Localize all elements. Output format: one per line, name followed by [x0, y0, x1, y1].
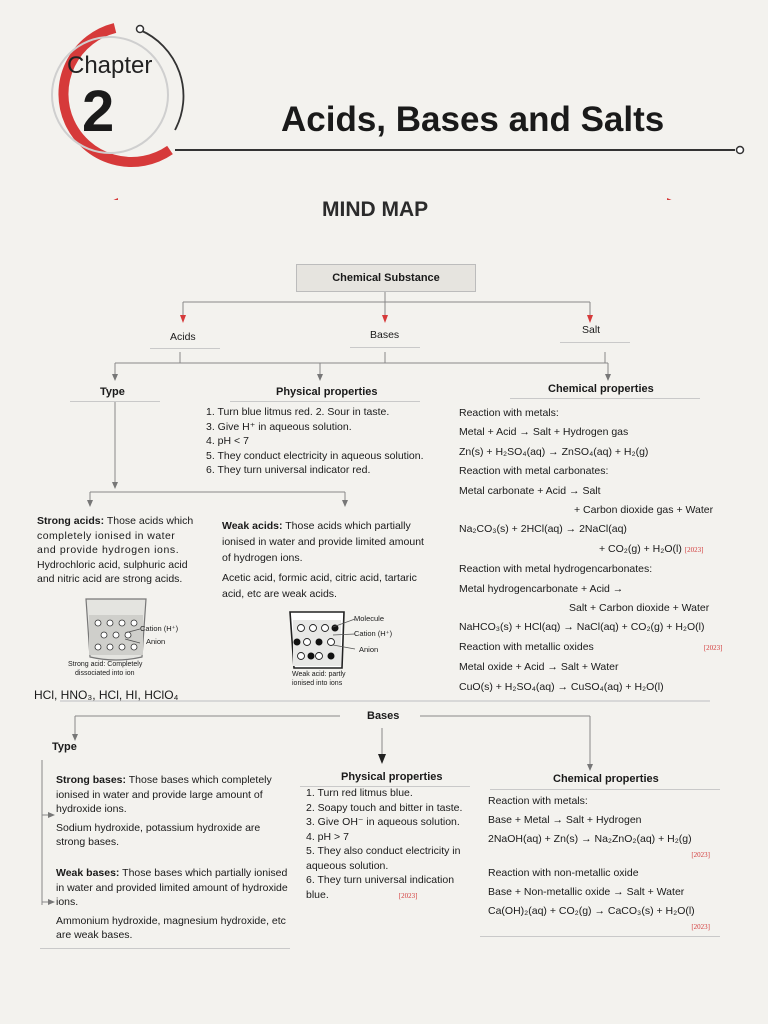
- chapter-label: Chapter: [67, 52, 153, 79]
- salt-line: Reaction with metals:: [459, 407, 559, 419]
- salt-line: Metal oxide + Acid → Salt + Water: [459, 661, 619, 674]
- strong-acids-text: [37, 514, 207, 587]
- branch-acids: Acids: [170, 331, 196, 343]
- weak-bases-line: Ammonium hydroxide, magnesium hydroxide, etc: [56, 914, 286, 927]
- bases-physical-item: 3. Give OH⁻ in aqueous solution.: [306, 816, 460, 828]
- bases-chemical-line: 2NaOH(aq) + Zn(s) → Na₂ZnO₂(aq) + H₂(g): [488, 833, 692, 845]
- bases-physical-item: 1. Turn red litmus blue.: [306, 787, 413, 799]
- bases-heading: Bases: [367, 710, 400, 722]
- acids-physical-item: 6. They turn universal indicator red.: [206, 464, 371, 476]
- weak-acid-molecule-label: Molecule: [354, 614, 385, 623]
- branch-salt: Salt: [582, 324, 601, 336]
- weak-bases-line: in water and provided limited amount of hydroxide: [56, 881, 288, 894]
- year-tag: [2023]: [398, 891, 418, 900]
- year-tag: [2023]: [691, 851, 710, 859]
- acids-physical-heading: Physical properties: [276, 386, 378, 398]
- bases-physical-list: [306, 786, 471, 903]
- weak-acids-text: [222, 518, 447, 602]
- bases-physical-heading: Physical properties: [341, 771, 443, 783]
- weak-bases-line: are weak bases.: [56, 929, 133, 941]
- bases-chemical-line: Base + Metal → Salt + Hydrogen: [488, 814, 642, 826]
- weak-acids-line: Acetic acid, formic acid, citric acid, tartaric: [222, 572, 417, 584]
- weak-bases-label: Weak bases:: [56, 867, 120, 879]
- weak-acid-caption-line1: Weak acid: partly: [292, 671, 346, 678]
- root-node: Chemical Substance: [296, 264, 476, 292]
- strong-bases-line: ionised in water and provide large amount of: [56, 788, 263, 801]
- bases-physical-item: blue.: [306, 888, 329, 901]
- salt-line: CuO(s) + H₂SO₄(aq) → CuSO₄(aq) + H₂O(l): [459, 680, 664, 693]
- branch-bases: Bases: [370, 329, 400, 341]
- strong-acids-line: Hydrochloric acid, sulphuric acid: [37, 558, 188, 571]
- salt-line: Reaction with metal carbonates:: [459, 465, 609, 478]
- salt-line: Reaction with metal hydrogencarbonates:: [459, 563, 653, 576]
- bases-chemical-line: Reaction with non-metallic oxide: [488, 867, 639, 879]
- weak-acid-caption-line2: ionised into ions: [292, 680, 343, 687]
- chapter-number: 2: [82, 79, 115, 144]
- weak-acid-cation-label: Cation (H⁺): [354, 629, 393, 638]
- year-tag: [2023]: [691, 923, 710, 931]
- weak-bases-text: [56, 866, 291, 943]
- salt-line: + CO₂(g) + H₂O(l): [599, 542, 682, 555]
- bases-chemical-list: [488, 792, 718, 932]
- salt-line: Reaction with metallic oxides: [459, 640, 594, 653]
- salt-line: Metal + Acid → Salt + Hydrogen gas: [459, 426, 629, 439]
- strong-acids-line: and nitric acid are strong acids.: [37, 573, 183, 585]
- salt-chemical-list: [459, 404, 729, 697]
- salt-line: Zn(s) + H₂SO₄(aq) → ZnSO₄(aq) + H₂(g): [459, 445, 649, 458]
- strong-acid-caption-line1: Strong acid: Completely: [68, 661, 143, 668]
- strong-bases-label: Strong bases:: [56, 774, 127, 786]
- weak-acid-anion-label: Anion: [359, 645, 379, 654]
- year-tag: [2023]: [703, 643, 723, 652]
- strong-bases-line: hydroxide ions.: [56, 803, 127, 815]
- bases-chemical-heading: Chemical properties: [553, 773, 659, 785]
- bases-type-heading: Type: [52, 741, 77, 753]
- strong-acids-line: Those acids which: [106, 515, 194, 527]
- weak-acids-line: of hydrogen ions.: [222, 552, 303, 564]
- weak-acids-line: ionised in water and provide limited amount: [222, 536, 424, 548]
- strong-bases-text: [56, 773, 291, 850]
- acids-physical-list: [206, 405, 446, 478]
- weak-acids-line: Those acids which partially: [285, 520, 411, 532]
- bases-physical-item: aqueous solution.: [306, 859, 389, 872]
- strong-acids-line: completely ionised in water: [37, 529, 176, 542]
- bases-chemical-line: Reaction with metals:: [488, 795, 588, 807]
- chapter-title: Acids, Bases and Salts: [281, 100, 665, 139]
- weak-acids-line: acid, etc are weak acids.: [222, 588, 337, 600]
- acids-type-heading: Type: [100, 386, 125, 398]
- acids-physical-item: 4. pH < 7: [206, 435, 249, 447]
- bases-chemical-line: Ca(OH)₂(aq) + CO₂(g) → CaCO₃(s) + H₂O(l): [488, 905, 695, 917]
- acids-physical-item: 5. They conduct electricity in aqueous solution.: [206, 449, 424, 462]
- strong-bases-line: Sodium hydroxide, potassium hydroxide are: [56, 821, 261, 834]
- weak-bases-line: ions.: [56, 896, 79, 908]
- weak-bases-line: Those bases which partially ionised: [122, 867, 288, 879]
- acids-physical-item: 1. Turn blue litmus red. 2. Sour in taste.: [206, 406, 390, 418]
- bases-physical-item: 4. pH > 7: [306, 830, 349, 843]
- salt-chemical-heading: Chemical properties: [548, 383, 654, 395]
- salt-line: Metal hydrogencarbonate + Acid →: [459, 582, 624, 595]
- strong-acids-line: and provide hydrogen ions.: [37, 544, 180, 556]
- salt-line: + Carbon dioxide gas + Water: [574, 504, 714, 517]
- strong-acid-anion-label: Anion: [146, 637, 166, 646]
- strong-acids-label: Strong acids:: [37, 515, 105, 527]
- bases-chemical-line: Base + Non-metallic oxide → Salt + Water: [488, 886, 685, 898]
- weak-acids-label: Weak acids:: [222, 520, 283, 532]
- year-tag: [2023]: [684, 545, 704, 554]
- strong-bases-line: Those bases which completely: [128, 774, 272, 786]
- salt-line: Salt + Carbon dioxide + Water: [569, 602, 710, 615]
- salt-line: Na₂CO₃(s) + 2HCl(aq) → 2NaCl(aq): [459, 523, 627, 536]
- bases-physical-item: 6. They turn universal indication: [306, 874, 455, 886]
- salt-line: NaHCO₃(s) + HCl(aq) → NaCl(aq) + CO₂(g) + H₂O(l): [459, 621, 705, 634]
- mind-map-title: MIND MAP: [322, 198, 429, 221]
- strong-acid-caption-line2: dissociated into ion: [75, 670, 135, 677]
- acids-physical-item: 3. Give H⁺ in aqueous solution.: [206, 420, 352, 433]
- strong-acid-cation-label: Cation (H⁺): [140, 624, 179, 633]
- salt-line: Metal carbonate + Acid → Salt: [459, 484, 601, 497]
- bases-physical-item: 5. They also conduct electricity in: [306, 845, 461, 857]
- strong-bases-line: strong bases.: [56, 836, 120, 848]
- bases-physical-item: 2. Soapy touch and bitter in taste.: [306, 801, 463, 814]
- acid-examples: HCl, HNO₃, HCl, HI, HClO₄: [34, 688, 179, 702]
